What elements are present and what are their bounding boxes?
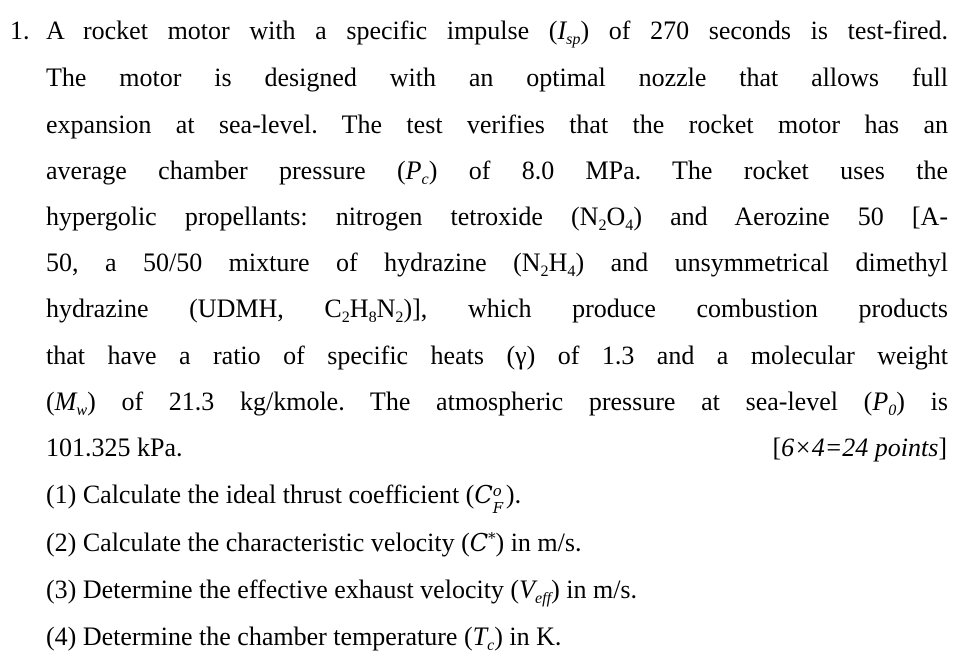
c2h8n2-h: H [349,294,369,323]
problem-line-7 [46,292,948,326]
problem-line-2: The motor is designed with an optimal nozzle that allows full [46,63,948,92]
question-3-text-a: (3) Determine the effective exhaust velocity ( [46,575,520,604]
isp-subscript: sp [566,30,581,48]
question-2 [46,526,582,560]
question-4 [46,620,561,654]
c2h8n2-n: N [376,294,396,323]
question-3-text-b: ) in m/s. [551,575,638,604]
mw-symbol: M [54,387,77,416]
tc-subscript: c [487,636,495,654]
problem-line-5 [46,200,948,234]
question-2-text-b: ) in m/s. [495,528,582,557]
pc-symbol: P [405,156,422,185]
question-4-text-a: (4) Determine the chamber temperature ( [46,622,473,651]
p0-symbol: P [872,387,889,416]
tc-symbol: T [472,622,488,651]
line-9-text-c: ) is [896,387,948,416]
line-4-text-b: ) of 8.0 MPa. The rocket uses the [428,156,948,185]
problem-line-1 [46,14,948,48]
problem-line-9 [46,385,948,419]
question-4-text-b: ) in K. [494,622,562,651]
line-6-text-a: 50, a 50/50 mixture of hydrazine (N [46,248,541,277]
c2h8n2-sub-2: 8 [368,308,377,326]
line-5-text-b: ) and Aerozine 50 [A- [633,202,948,231]
cf-base: C [474,481,493,509]
problem-line-10: 101.325 kPa. [46,433,183,462]
cf-symbol [474,481,506,517]
points-text: 6×4=24 points [781,433,939,462]
line-9-text-a: ( [46,387,55,416]
c2h8n2-sub-1: 2 [341,308,350,326]
n2o4-sub-2: 4 [625,216,634,234]
question-2-text-a: (2) Calculate the characteristic velocity ( [46,528,470,557]
question-1 [46,478,522,517]
cf-superscript: o [492,482,502,501]
problem-line-8: that have a ratio of specific heats (γ) of 1.3 and a molecular weight [46,341,948,370]
problem-number: 1. [10,16,30,45]
line-7-text-a: hydrazine (UDMH, C [46,294,342,323]
line-7-text-b: )], which produce combustion products [403,294,949,323]
n2o4-o: O [606,202,626,231]
question-1-text-a: (1) Calculate the ideal thrust coefficient ( [46,480,475,509]
p0-subscript: 0 [888,401,897,419]
n2h4-sub-2: 4 [567,262,576,280]
c2h8n2-sub-3: 2 [395,308,404,326]
n2h4-sub-1: 2 [540,262,549,280]
cstar-symbol [470,529,496,557]
problem-line-3: expansion at sea-level. The test verifies that the rocket motor has an [46,110,948,139]
veff-symbol: V [519,575,535,604]
problem-line-4 [46,154,948,188]
question-1-text-b: ). [505,480,522,509]
cf-subscript: F [492,498,504,517]
line-6-text-b: ) and unsymmetrical dimethyl [575,248,948,277]
line-4-text-a: average chamber pressure ( [46,156,406,185]
points-label: [6×4=24 points] [772,433,947,462]
line-1-text-b: ) of 270 seconds is test-fired. [580,16,948,45]
isp-symbol: I [557,16,567,45]
line-5-text-a: hypergolic propellants: nitrogen tetroxide (N [46,202,599,231]
cstar-base: C [469,529,489,557]
veff-subscript: eff [534,589,552,607]
problem-line-6 [46,246,948,280]
line-1-text-a: A rocket motor with a specific impulse ( [46,16,558,45]
n2o4-sub-1: 2 [598,216,607,234]
pc-subscript: c [421,170,429,188]
mw-subscript: w [76,401,88,419]
cstar-superscript: * [488,528,496,547]
n2h4-h: H [548,248,568,277]
question-3 [46,573,637,607]
line-9-text-b: ) of 21.3 kg/kmole. The atmospheric pressure at sea-level ( [87,387,873,416]
